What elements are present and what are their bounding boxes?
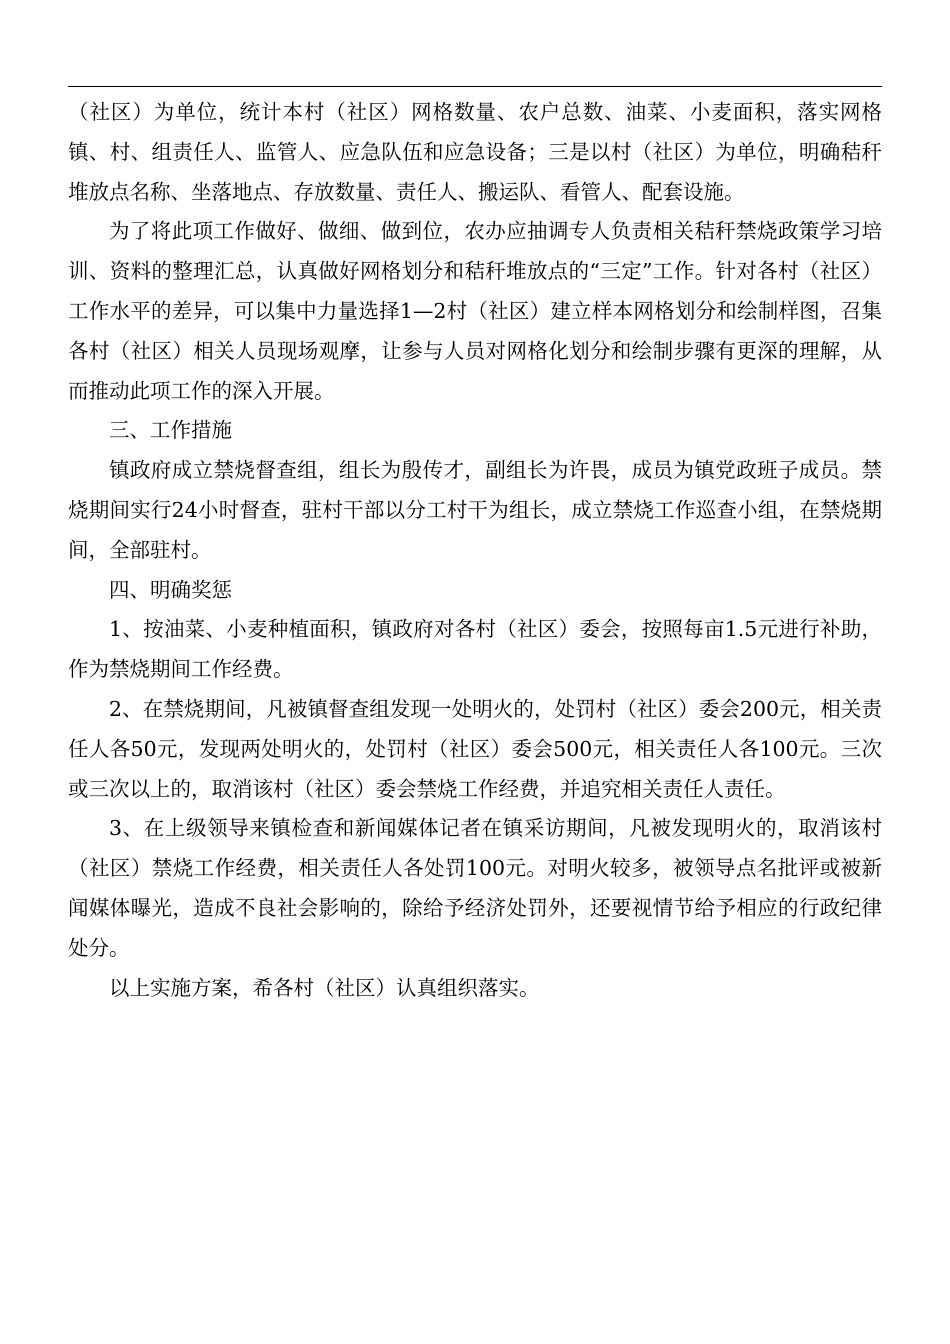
paragraph-rule-3: 3、在上级领导来镇检查和新闻媒体记者在镇采访期间，凡被发现明火的，取消该村（社区）禁烧工作经费，相关责任人各处罚100元。对明火较多，被领导点名批评或被新闻媒体曝光，造成不良社会影响的，除给予经济处罚外，还要视情节给予相应的行政纪律处分。 <box>68 816 882 960</box>
paragraph-grid-work: 为了将此项工作做好、做细、做到位，农办应抽调专人负责相关秸秆禁烧政策学习培训、资料的整理汇总，认真做好网格划分和秸秆堆放点的“三定”工作。针对各村（社区）工作水平的差异，可以集中力量选择1—2村（社区）建立样本网格划分和绘制样图，召集各村（社区）相关人员现场观摩，让参与人员对网格化划分和绘制步骤有更深的理解，从而推动此项工作的深入开展。 <box>68 219 882 403</box>
paragraph-inspection-team: 镇政府成立禁烧督查组，组长为殷传才，副组长为许畏，成员为镇党政班子成员。禁烧期间实行24小时督查，驻村干部以分工村干为组长，成立禁烧工作巡查小组，在禁烧期间，全部驻村。 <box>68 458 882 562</box>
document-body <box>68 93 882 1008</box>
paragraph-rule-2: 2、在禁烧期间，凡被镇督查组发现一处明火的，处罚村（社区）委会200元，相关责任人各50元，发现两处明火的，处罚村（社区）委会500元，相关责任人各100元。三次或三次以上的，取消该村（社区）委会禁烧工作经费，并追究相关责任人责任。 <box>68 696 882 801</box>
paragraph-closing: 以上实施方案，希各村（社区）认真组织落实。 <box>109 975 540 1000</box>
paragraph-continuation: （社区）为单位，统计本村（社区）网格数量、农户总数、油菜、小麦面积，落实网格镇、村、组责任人、监管人、应急队伍和应急设备；三是以村（社区）为单位，明确秸秆堆放点名称、坐落地点、存放数量、责任人、搬运队、看管人、配套设施。 <box>68 100 882 204</box>
header-rule <box>68 86 882 87</box>
paragraph-rule-1: 1、按油菜、小麦种植面积，镇政府对各村（社区）委会，按照每亩1.5元进行补助，作为禁烧期间工作经费。 <box>68 617 882 682</box>
section-heading-measures: 三、工作措施 <box>109 418 232 443</box>
section-heading-rewards: 四、明确奖惩 <box>109 577 232 602</box>
